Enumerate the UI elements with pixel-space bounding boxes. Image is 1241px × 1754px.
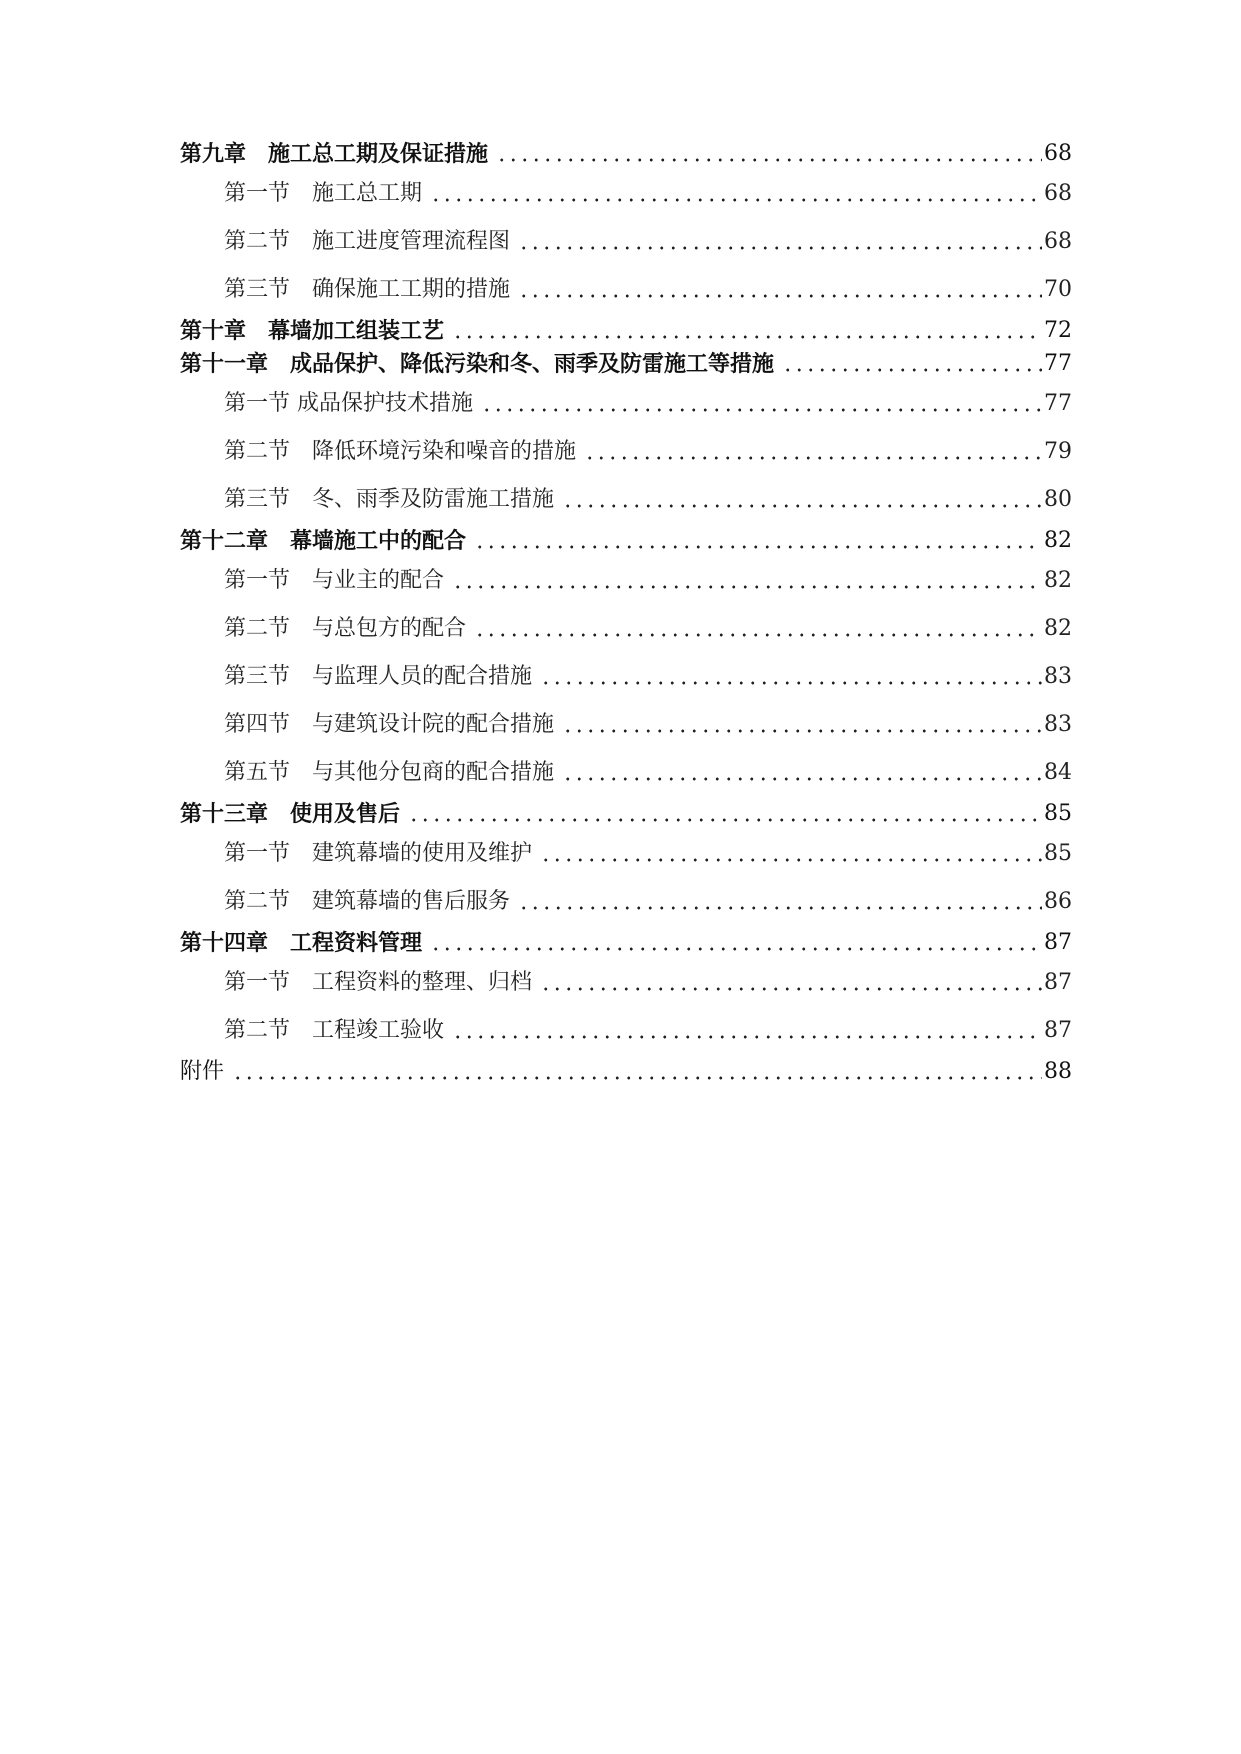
toc-page-number: 83 xyxy=(1044,664,1072,689)
toc-entry-title: 第四节 与建筑设计院的配合措施 xyxy=(224,712,555,737)
toc-section[interactable] xyxy=(224,611,1072,643)
toc-section[interactable] xyxy=(224,434,1072,466)
dot-leader xyxy=(782,368,1042,372)
toc-chapter-12[interactable] xyxy=(180,523,1072,555)
toc-section[interactable] xyxy=(224,884,1072,916)
toc-page-number: 84 xyxy=(1044,760,1072,785)
toc-section[interactable] xyxy=(224,482,1072,514)
toc-page-number: 80 xyxy=(1044,487,1072,512)
toc-entry-title: 第九章 施工总工期及保证措施 xyxy=(180,141,489,167)
dot-leader xyxy=(540,681,1042,685)
toc-entry-title: 第一节 与业主的配合 xyxy=(224,568,445,593)
toc-entry-title: 第十章 幕墙加工组装工艺 xyxy=(180,318,445,344)
toc-entry-title: 第三节 确保施工工期的措施 xyxy=(224,277,511,302)
toc-page-number: 70 xyxy=(1044,277,1072,302)
dot-leader xyxy=(452,585,1042,589)
toc-chapter-11[interactable] xyxy=(180,346,1072,378)
toc-page-number: 88 xyxy=(1044,1059,1072,1084)
dot-leader xyxy=(474,633,1042,637)
toc-appendix[interactable] xyxy=(180,1054,1072,1086)
toc-entry-title: 第十二章 幕墙施工中的配合 xyxy=(180,528,467,554)
toc-chapter-9[interactable] xyxy=(180,136,1072,168)
toc-entry-title: 第一节 施工总工期 xyxy=(224,181,423,206)
toc-page-number: 83 xyxy=(1044,712,1072,737)
toc-entry-title: 第十四章 工程资料管理 xyxy=(180,930,423,956)
dot-leader xyxy=(430,947,1042,951)
toc-entry-title: 第二节 施工进度管理流程图 xyxy=(224,229,511,254)
dot-leader xyxy=(408,818,1042,822)
toc-page-number: 87 xyxy=(1044,970,1072,995)
toc-entry-title: 附件 xyxy=(180,1059,225,1084)
toc-entry-title: 第一节 工程资料的整理、归档 xyxy=(224,970,533,995)
dot-leader xyxy=(481,408,1042,412)
dot-leader xyxy=(540,987,1042,991)
toc-page-number: 68 xyxy=(1044,229,1072,254)
toc-entry-title: 第五节 与其他分包商的配合措施 xyxy=(224,760,555,785)
toc-entry-title: 第二节 与总包方的配合 xyxy=(224,616,467,641)
toc-page-number: 72 xyxy=(1044,318,1072,343)
toc-page-number: 86 xyxy=(1044,889,1072,914)
dot-leader xyxy=(584,456,1042,460)
dot-leader xyxy=(518,294,1042,298)
toc-entry-title: 第二节 建筑幕墙的售后服务 xyxy=(224,889,511,914)
toc-page-number: 85 xyxy=(1044,841,1072,866)
toc-section[interactable] xyxy=(224,965,1072,997)
dot-leader xyxy=(430,198,1042,202)
toc-entry-title: 第十三章 使用及售后 xyxy=(180,801,401,827)
toc-section[interactable] xyxy=(224,224,1072,256)
dot-leader xyxy=(518,246,1042,250)
toc-page-number: 87 xyxy=(1044,1018,1072,1043)
toc-section[interactable] xyxy=(224,707,1072,739)
toc-page-number: 82 xyxy=(1044,616,1072,641)
toc-entry-title: 第三节 冬、雨季及防雷施工措施 xyxy=(224,487,555,512)
dot-leader xyxy=(452,335,1042,339)
toc-page-number: 85 xyxy=(1044,801,1072,826)
toc-page-number: 77 xyxy=(1044,391,1072,416)
toc-page-number: 68 xyxy=(1044,141,1072,166)
toc-page-number: 82 xyxy=(1044,528,1072,553)
toc-chapter-10[interactable] xyxy=(180,313,1072,345)
toc-entry-title: 第一节 建筑幕墙的使用及维护 xyxy=(224,841,533,866)
toc-section[interactable] xyxy=(224,563,1072,595)
toc-page-number: 87 xyxy=(1044,930,1072,955)
toc-section[interactable] xyxy=(224,1013,1072,1045)
dot-leader xyxy=(474,545,1042,549)
toc-section[interactable] xyxy=(224,836,1072,868)
dot-leader xyxy=(518,906,1042,910)
toc-page-number: 77 xyxy=(1044,351,1072,376)
dot-leader xyxy=(540,858,1042,862)
dot-leader xyxy=(452,1035,1042,1039)
toc-entry-title: 第三节 与监理人员的配合措施 xyxy=(224,664,533,689)
dot-leader xyxy=(232,1076,1042,1080)
toc-entry-title: 第二节 工程竣工验收 xyxy=(224,1018,445,1043)
toc-section[interactable] xyxy=(224,272,1072,304)
toc-section[interactable] xyxy=(224,755,1072,787)
dot-leader xyxy=(562,729,1042,733)
toc-chapter-14[interactable] xyxy=(180,925,1072,957)
dot-leader xyxy=(562,777,1042,781)
toc-page-number: 82 xyxy=(1044,568,1072,593)
toc-chapter-13[interactable] xyxy=(180,796,1072,828)
toc-section[interactable] xyxy=(224,176,1072,208)
toc-entry-title: 第一节 成品保护技术措施 xyxy=(224,391,473,416)
toc-page-number: 79 xyxy=(1044,439,1072,464)
toc-section[interactable] xyxy=(224,659,1072,691)
dot-leader xyxy=(562,504,1042,508)
toc-page-number: 68 xyxy=(1044,181,1072,206)
toc-section[interactable] xyxy=(224,386,1072,418)
toc-entry-title: 第十一章 成品保护、降低污染和冬、雨季及防雷施工等措施 xyxy=(180,351,775,377)
dot-leader xyxy=(496,158,1042,162)
toc-entry-title: 第二节 降低环境污染和噪音的措施 xyxy=(224,439,577,464)
